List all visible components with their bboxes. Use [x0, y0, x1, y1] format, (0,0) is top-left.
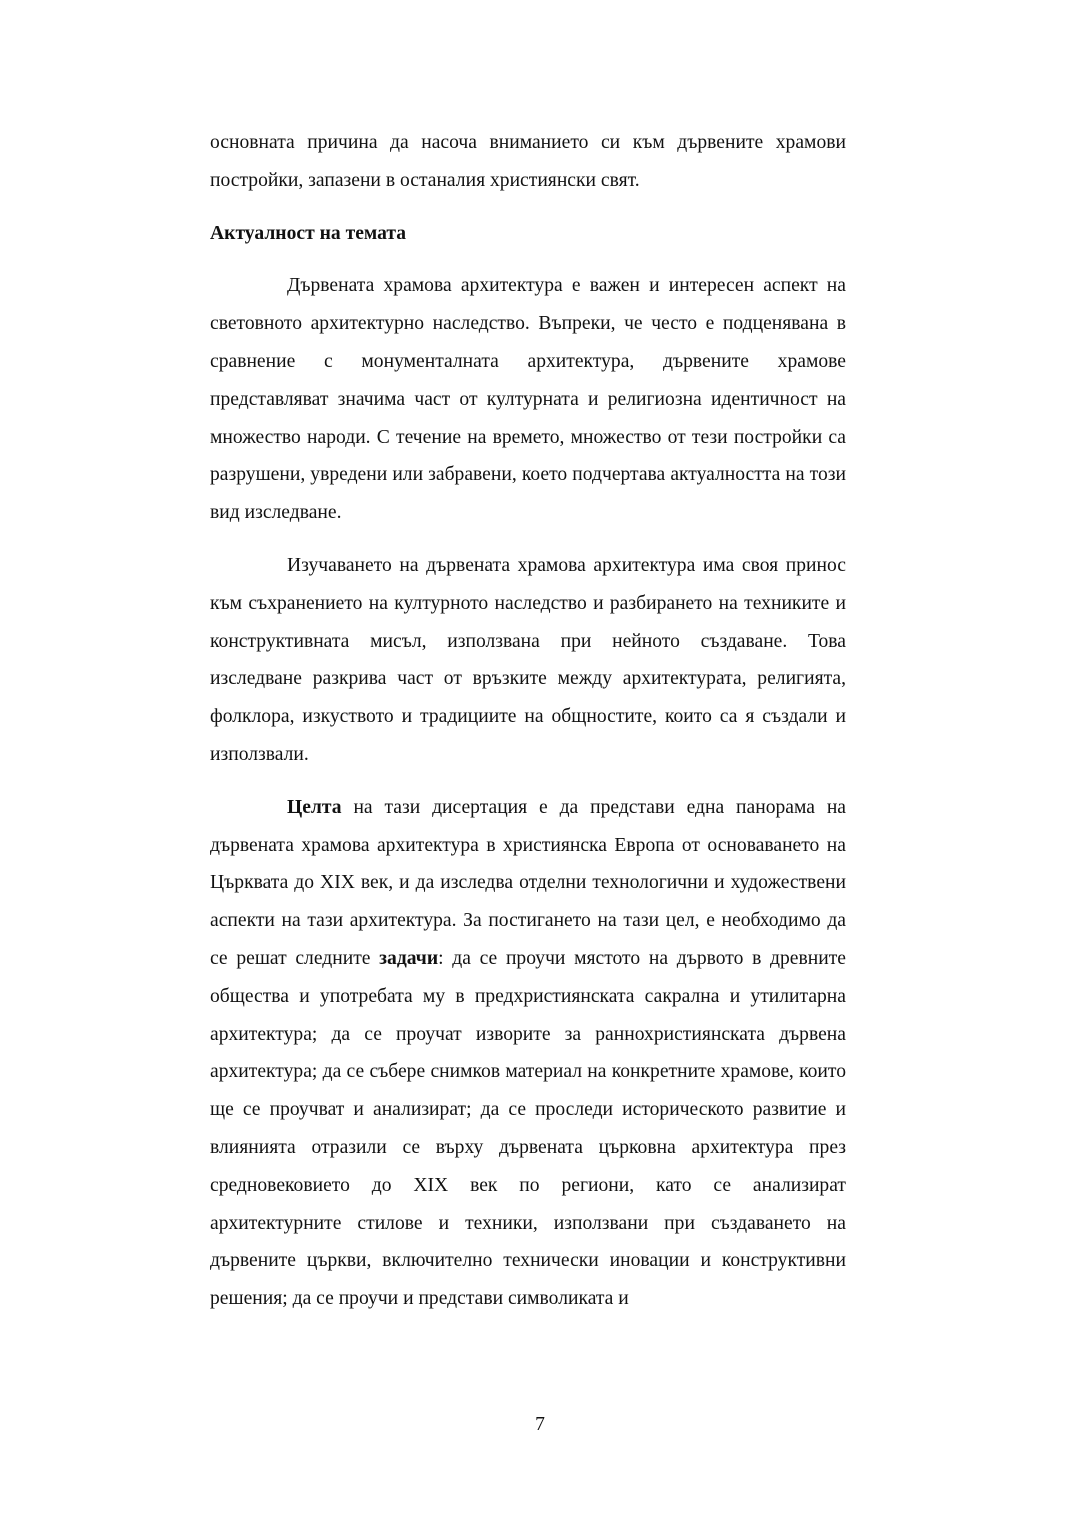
intro-paragraph: основната причина да насоча вниманието си към дървените храмови постройки, запазени в останалия християнски свят. [210, 132, 846, 191]
goal-text-2: : да се проучи мястото на дървото в древните общества и употребата му в предхристиянската сакрална и утилитарна архитектура; да се проучат изворите за раннохристиянската дървена архитектура; да се събере снимков материал на конкретните храмове, които ще се проучват и анализират; да се проследи историческото развитие и влиянията отразили се върху дървената църковна архитектура през средновековието до XIX век по региони, като се анализират архитектурните стилове и техники, използвани при създаването на дървените църкви, включително технически иновации и конструктивни решения; да се проучи и представи символиката и [210, 947, 846, 1310]
goal-text-1: на тази дисертация е да представи една панорама на дървената храмова архитектура в християнска Европа от основаването на Църквата до XIX век, и да изследва отделни технологични и художествени аспекти на тази архитектура. За постигането на тази цел, е необходимо да се решат следните [210, 796, 846, 969]
goal-bold-lead: Целта [287, 796, 342, 818]
page-body [210, 124, 846, 1318]
page-number: 7 [535, 1414, 545, 1435]
section-heading: Актуалност на темата [210, 222, 407, 244]
tasks-bold-term: задачи [379, 947, 439, 969]
paragraph-relevance-2: Изучаването на дървената храмова архитектура има своя принос към съхранението на културното наследство и разбирането на техниките и конструктивната мисъл, използвана при нейното създаване. Това изследване разкрива част от връзките между архитектурата, религията, фолклора, изкуството и традициите на общностите, които са я създали и използвали. [210, 554, 846, 765]
paragraph-relevance-1: Дървената храмова архитектура е важен и интересен аспект на световното архитектурно наследство. Въпреки, че често е подценявана в сравнение с монументалната архитектура, дървените храмове представляват значима част от културната и религиозна идентичност на множество народи. С течение на времето, множество от тези постройки са разрушени, увредени или забравени, което подчертава актуалността на този вид изследване. [210, 275, 846, 524]
paragraph-goal [210, 789, 846, 1318]
